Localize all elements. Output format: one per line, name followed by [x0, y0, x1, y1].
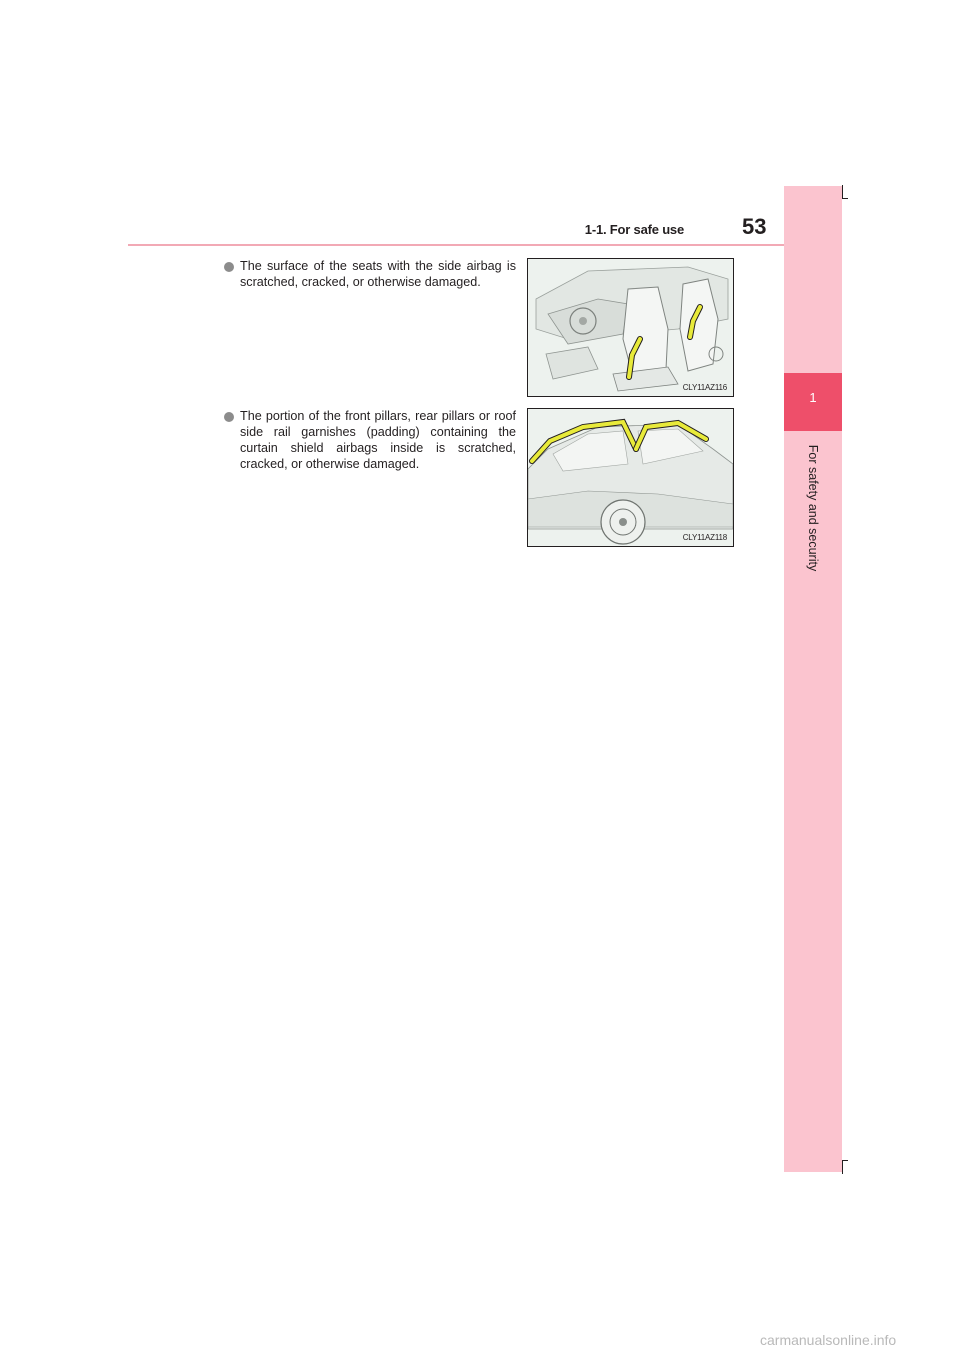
seat-side-airbag-illustration: [527, 258, 734, 397]
bullet-icon: [224, 412, 234, 422]
figure-code: CLY11AZ118: [682, 533, 727, 542]
crop-mark-bottom-v: [842, 1160, 843, 1174]
crop-mark-bottom-h: [842, 1160, 848, 1161]
crop-mark-top-h: [842, 198, 848, 199]
curtain-airbag-illustration: [527, 408, 734, 547]
chapter-sidebar: [784, 186, 842, 1172]
crop-mark-top-v: [842, 185, 843, 199]
watermark: carmanualsonline.info: [760, 1332, 897, 1348]
section-title: 1-1. For safe use: [584, 222, 684, 237]
list-item: [224, 258, 516, 290]
seat-interior-drawing: [528, 259, 733, 396]
list-item: [224, 408, 516, 472]
header-rule: [128, 244, 784, 246]
car-side-drawing: [528, 409, 733, 546]
item-text: The surface of the seats with the side airbag is scratched, cracked, or otherwise damaged.: [240, 259, 516, 289]
bullet-icon: [224, 262, 234, 272]
chapter-number: 1: [809, 390, 817, 405]
item-text: The portion of the front pillars, rear pillars or roof side rail garnishes (padding) containing the curtain shield airbags inside is scratched, cracked, or otherwise damaged.: [240, 409, 516, 471]
chapter-title: For safety and security: [806, 444, 820, 572]
page-number: 53: [742, 214, 767, 239]
figure-code: CLY11AZ116: [682, 383, 727, 392]
